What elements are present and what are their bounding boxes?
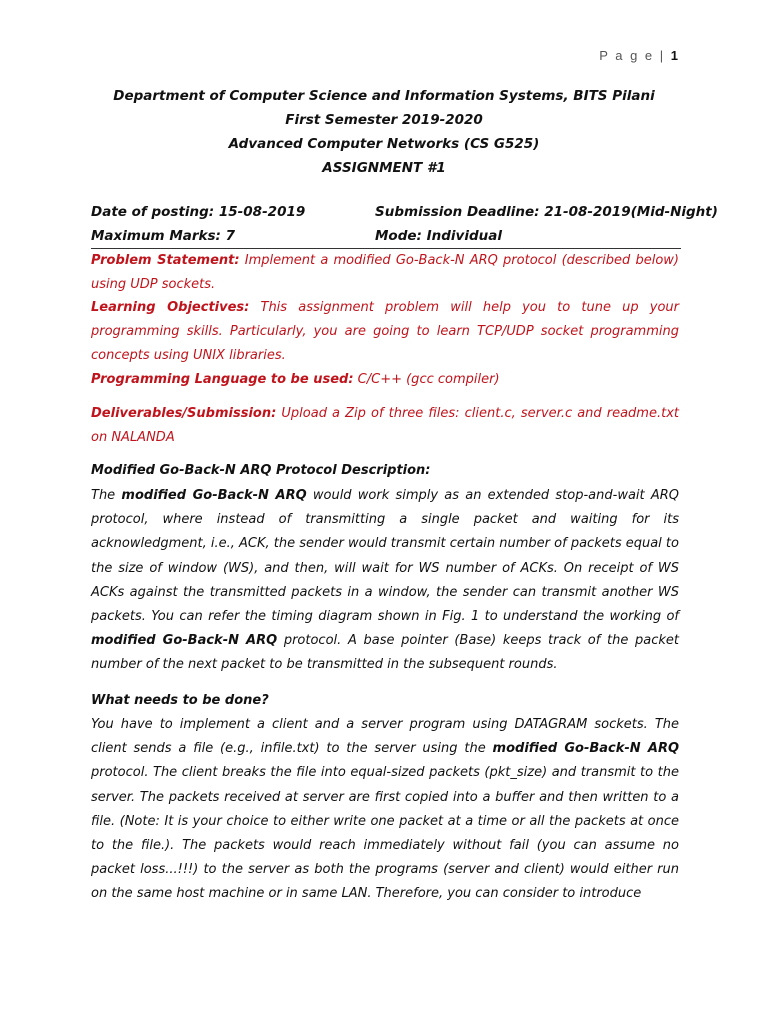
programming-language bbox=[91, 368, 679, 392]
problem-label: Problem Statement: bbox=[91, 253, 240, 268]
page-number bbox=[599, 48, 678, 63]
todo-emphasis: modified Go-Back-N ARQ bbox=[492, 741, 680, 757]
protocol-emphasis-2: modified Go-Back-N ARQ bbox=[91, 633, 278, 649]
mode: Mode: Individual bbox=[375, 228, 502, 244]
deliverables-label: Deliverables/Submission: bbox=[91, 406, 277, 421]
todo-description bbox=[91, 713, 679, 907]
submission-deadline: Submission Deadline: 21-08-2019(Mid-Night) bbox=[375, 204, 718, 220]
protocol-text-3: protocol. A base pointer (Base) keeps track of the packet number of the next packet to be transmitted in the subsequent rounds. bbox=[91, 633, 679, 673]
protocol-text-1: The bbox=[91, 488, 122, 503]
protocol-emphasis-1: modified Go-Back-N ARQ bbox=[121, 488, 307, 503]
protocol-text-2: would work simply as an extended stop-and-wait ARQ protocol, where instead of transmitting a single packet and waiting for its acknowledgment, i.e., ACK, the sender would transmit certain number of packets equal to the size of window (WS), and then, will wait for WS number of ACKs. On receipt of WS ACKs against the transmitted packets in a window, the sender can transmit another WS packets. You can refer the timing diagram shown in Fig. 1 to understand the working of bbox=[91, 488, 680, 625]
language-label: Programming Language to be used: bbox=[91, 372, 354, 387]
language-text: C/C++ (gcc compiler) bbox=[353, 372, 500, 387]
date-of-posting: Date of posting: 15-08-2019 bbox=[91, 204, 306, 220]
semester-title: First Semester 2019-2020 bbox=[285, 112, 483, 128]
protocol-heading: Modified Go-Back-N ARQ Protocol Description: bbox=[91, 463, 431, 478]
objectives-text: This assignment problem will help you to tune up your programming skills. Particularly, you are going to learn TCP/UDP socket programming concepts using UNIX libraries. bbox=[91, 300, 679, 364]
learning-objectives bbox=[91, 296, 679, 369]
todo-heading: What needs to be done? bbox=[91, 693, 269, 708]
objectives-label: Learning Objectives: bbox=[91, 300, 250, 315]
page-number-value: 1 bbox=[670, 48, 678, 63]
department-title: Department of Computer Science and Information Systems, BITS Pilani bbox=[113, 88, 655, 104]
page-label: P a g e bbox=[599, 48, 655, 63]
todo-text-1: You have to implement a client and a server program using DATAGRAM sockets. The client sends a file (e.g., infile.txt) to the server using the bbox=[91, 717, 679, 757]
maximum-marks: Maximum Marks: 7 bbox=[91, 228, 236, 244]
deliverables bbox=[91, 402, 679, 450]
deliverables-text: Upload a Zip of three files: client.c, server.c and readme.txt on NALANDA bbox=[91, 406, 679, 446]
todo-text-2: protocol. The client breaks the file into equal-sized packets (pkt_size) and transmit to the server. The packets received at server are first copied into a buffer and then written to a file. (Note: It is your choice to either write one packet at a time or all the packets at once to the file.). The packets would reach immediately without fail (you can assume no packet loss...!!!) to the server as both the programs (server and client) would either run on the same host machine or in same LAN. Therefore, you can consider to introduce bbox=[91, 765, 679, 902]
protocol-description bbox=[91, 484, 679, 678]
course-title: Advanced Computer Networks (CS G525) bbox=[228, 136, 540, 152]
problem-text: Implement a modified Go-Back-N ARQ protocol (described below) using UDP sockets. bbox=[91, 253, 679, 293]
page-separator: | bbox=[654, 48, 671, 63]
assignment-title: ASSIGNMENT #1 bbox=[322, 160, 446, 176]
problem-statement bbox=[91, 249, 679, 297]
